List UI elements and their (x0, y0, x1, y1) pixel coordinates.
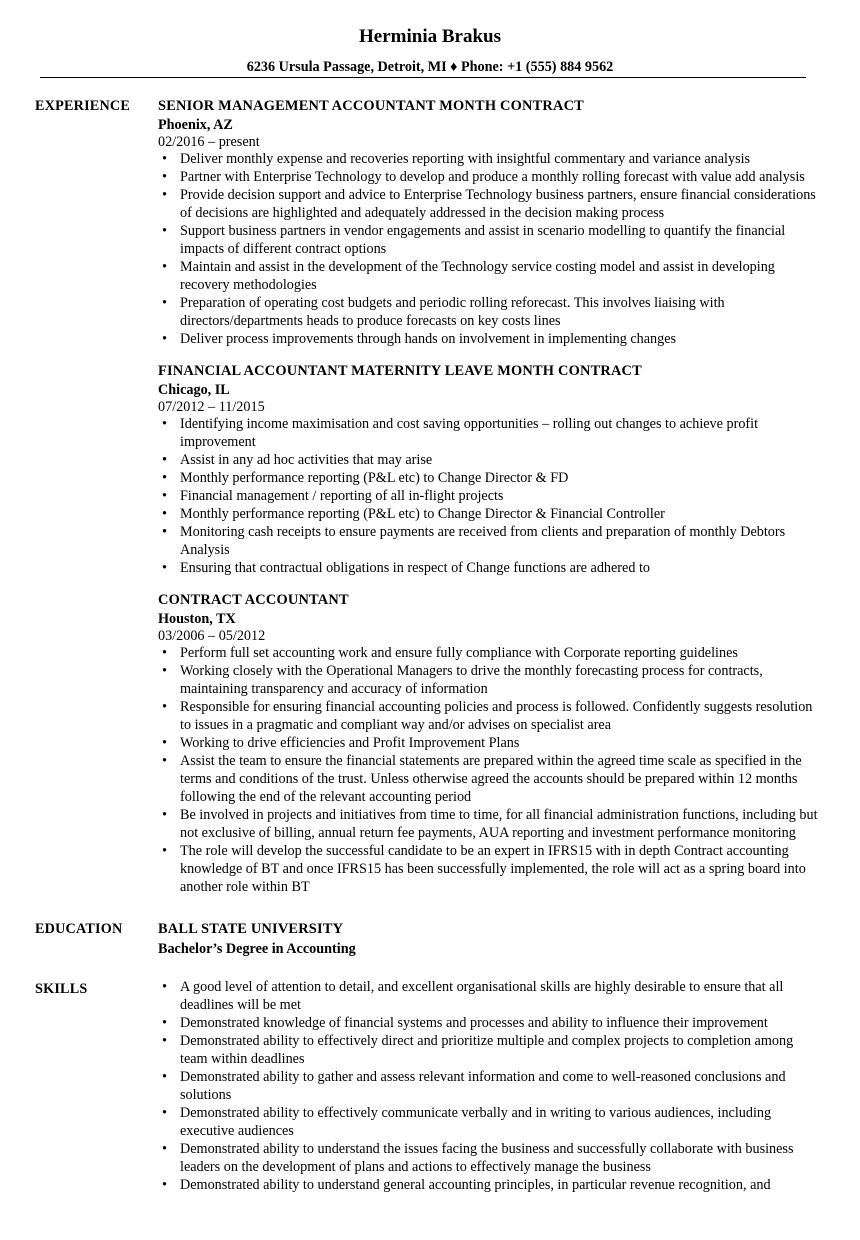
bullet-text: Ensuring that contractual obligations in respect of Change functions are adhered to (180, 560, 651, 576)
bullet-item (158, 698, 818, 734)
bullet-item (158, 1014, 818, 1032)
bullet-dot-icon: • (162, 1177, 167, 1193)
bullet-item (158, 294, 818, 330)
bullet-item (158, 559, 818, 577)
bullet-item (158, 662, 818, 698)
bullet-dot-icon: • (162, 295, 167, 311)
bullet-dot-icon: • (162, 1141, 167, 1157)
bullet-dot-icon: • (162, 524, 167, 540)
bullet-text: Partner with Enterprise Technology to develop and produce a monthly rolling forecast with value add analysis (180, 169, 805, 185)
bullet-text: Support business partners in vendor engagements and assist in scenario modelling to quantify the financial impacts of different contract options (180, 223, 786, 257)
bullet-text: Working to drive efficiencies and Profit Improvement Plans (180, 735, 520, 751)
bullet-item (158, 523, 818, 559)
job-bullets (158, 644, 818, 896)
bullet-text: Demonstrated knowledge of financial systems and processes and ability to influence their improvement (180, 1015, 768, 1031)
bullet-dot-icon: • (162, 331, 167, 347)
bullet-dot-icon: • (162, 1015, 167, 1031)
bullet-text: Demonstrated ability to understand general accounting principles, in particular revenue recognition, and (180, 1177, 771, 1193)
bullet-dot-icon: • (162, 488, 167, 504)
job-location: Chicago, IL (158, 382, 230, 398)
bullet-text: Financial management / reporting of all in-flight projects (180, 488, 504, 504)
bullet-dot-icon: • (162, 1069, 167, 1085)
bullet-text: Demonstrated ability to gather and assess relevant information and come to well-reasoned conclusions and solutions (180, 1069, 786, 1103)
bullet-dot-icon: • (162, 151, 167, 167)
bullet-text: Monitoring cash receipts to ensure payments are received from clients and preparation of monthly Debtors Analysis (180, 524, 786, 558)
bullet-item (158, 752, 818, 806)
bullet-dot-icon: • (162, 187, 167, 203)
bullet-item (158, 734, 818, 752)
bullet-item (158, 1032, 818, 1068)
bullet-dot-icon: • (162, 169, 167, 185)
bullet-text: Be involved in projects and initiatives from time to time, for all financial administration functions, including but not exclusive of billing, annual return fee payments, AUA reporting and investment performance monitoring (180, 807, 818, 841)
skills-list (158, 978, 818, 1194)
bullet-item (158, 186, 818, 222)
bullet-text: Perform full set accounting work and ensure fully compliance with Corporate reporting guidelines (180, 645, 738, 661)
experience-section (0, 97, 860, 896)
resume-body (0, 97, 860, 1194)
job-title: FINANCIAL ACCOUNTANT MATERNITY LEAVE MONTH CONTRACT (158, 363, 642, 379)
bullet-text: Deliver monthly expense and recoveries reporting with insightful commentary and variance analysis (180, 151, 751, 167)
job-dates: 02/2016 – present (158, 134, 260, 150)
bullet-text: Assist the team to ensure the financial statements are prepared within the agreed time scale as specified in the terms and conditions of the trust. Unless otherwise agreed the accounts should be prepared within 12 months following the end of the relevant accounting period (180, 753, 802, 805)
education-school: BALL STATE UNIVERSITY (158, 921, 344, 937)
header-divider (40, 77, 806, 78)
bullet-item (158, 451, 818, 469)
bullet-item (158, 1068, 818, 1104)
experience-heading: EXPERIENCE (35, 98, 131, 114)
bullet-dot-icon: • (162, 735, 167, 751)
bullet-item (158, 487, 818, 505)
job-location: Houston, TX (158, 611, 236, 627)
experience-list (158, 97, 818, 896)
bullet-text: Maintain and assist in the development of the Technology service costing model and assist in developing recovery methodologies (180, 259, 775, 293)
bullet-item (158, 842, 818, 896)
bullet-item (158, 1104, 818, 1140)
bullet-text: Responsible for ensuring financial accounting policies and process is followed. Confidently suggests resolution to issues in a pragmatic and compliant way and/or advises on specialist area (180, 699, 813, 733)
job-location: Phoenix, AZ (158, 117, 233, 133)
job-entry (158, 362, 818, 577)
bullet-dot-icon: • (162, 416, 167, 432)
skills-section (0, 978, 860, 1194)
bullet-dot-icon: • (162, 753, 167, 769)
bullet-text: Deliver process improvements through hands on involvement in implementing changes (180, 331, 677, 347)
bullet-text: A good level of attention to detail, and excellent organisational skills are highly desirable to ensure that all deadlines will be met (180, 979, 784, 1013)
job-title: SENIOR MANAGEMENT ACCOUNTANT MONTH CONTRACT (158, 98, 584, 114)
job-bullets (158, 415, 818, 577)
bullet-text: Demonstrated ability to understand the issues facing the business and successfully collaborate with business leaders on the development of plans and actions to effectively manage the business (180, 1141, 794, 1175)
bullet-item (158, 806, 818, 842)
education-section (0, 920, 860, 958)
bullet-text: Monthly performance reporting (P&L etc) to Change Director & FD (180, 470, 569, 486)
bullet-dot-icon: • (162, 1033, 167, 1049)
job-dates: 07/2012 – 11/2015 (158, 399, 265, 415)
bullet-text: Monthly performance reporting (P&L etc) to Change Director & Financial Controller (180, 506, 665, 522)
bullet-item (158, 1176, 818, 1194)
job-dates: 03/2006 – 05/2012 (158, 628, 266, 644)
bullet-item (158, 168, 818, 186)
bullet-item (158, 978, 818, 1014)
bullet-dot-icon: • (162, 807, 167, 823)
education-degree: Bachelor’s Degree in Accounting (158, 941, 356, 957)
bullet-item (158, 1140, 818, 1176)
education-heading: EDUCATION (35, 921, 123, 937)
bullet-dot-icon: • (162, 560, 167, 576)
bullet-dot-icon: • (162, 979, 167, 995)
bullet-dot-icon: • (162, 452, 167, 468)
bullet-item (158, 222, 818, 258)
job-bullets (158, 150, 818, 348)
bullet-dot-icon: • (162, 259, 167, 275)
bullet-dot-icon: • (162, 223, 167, 239)
bullet-text: Demonstrated ability to effectively communicate verbally and in writing to various audiences, including executive audiences (180, 1105, 772, 1139)
bullet-dot-icon: • (162, 843, 167, 859)
contact-line: 6236 Ursula Passage, Detroit, MI ♦ Phone: +1 (555) 884 9562 (246, 59, 614, 75)
bullet-dot-icon: • (162, 1105, 167, 1121)
bullet-text: Identifying income maximisation and cost saving opportunities – rolling out changes to achieve profit improvement (180, 416, 759, 450)
candidate-name: Herminia Brakus (359, 26, 501, 47)
job-entry (158, 591, 818, 896)
skills-heading: SKILLS (35, 981, 88, 997)
bullet-item (158, 505, 818, 523)
bullet-dot-icon: • (162, 645, 167, 661)
job-entry (158, 97, 818, 348)
bullet-text: Provide decision support and advice to Enterprise Technology business partners, ensure financial considerations of decisions are highlighted and adequately addressed in the decision making process (180, 187, 816, 221)
bullet-text: Preparation of operating cost budgets and periodic rolling reforecast. This involves liaising with directors/departments heads to produce forecasts on key costs lines (180, 295, 725, 329)
bullet-item (158, 150, 818, 168)
bullet-dot-icon: • (162, 663, 167, 679)
bullet-text: Assist in any ad hoc activities that may arise (180, 452, 433, 468)
bullet-dot-icon: • (162, 699, 167, 715)
bullet-text: Demonstrated ability to effectively direct and prioritize multiple and complex projects to completion among team within deadlines (180, 1033, 794, 1067)
bullet-text: The role will develop the successful candidate to be an expert in IFRS15 with in depth Contract accounting knowledge of BT and once IFRS15 has been successfully implemented, the role will act as a spring board into another role within BT (180, 843, 806, 895)
bullet-text: Working closely with the Operational Managers to drive the monthly forecasting process for contracts, maintaining transparency and accuracy of information (180, 663, 763, 697)
bullet-item (158, 415, 818, 451)
bullet-item (158, 469, 818, 487)
bullet-item (158, 644, 818, 662)
bullet-item (158, 330, 818, 348)
bullet-dot-icon: • (162, 506, 167, 522)
bullet-dot-icon: • (162, 470, 167, 486)
bullet-item (158, 258, 818, 294)
job-title: CONTRACT ACCOUNTANT (158, 592, 349, 608)
